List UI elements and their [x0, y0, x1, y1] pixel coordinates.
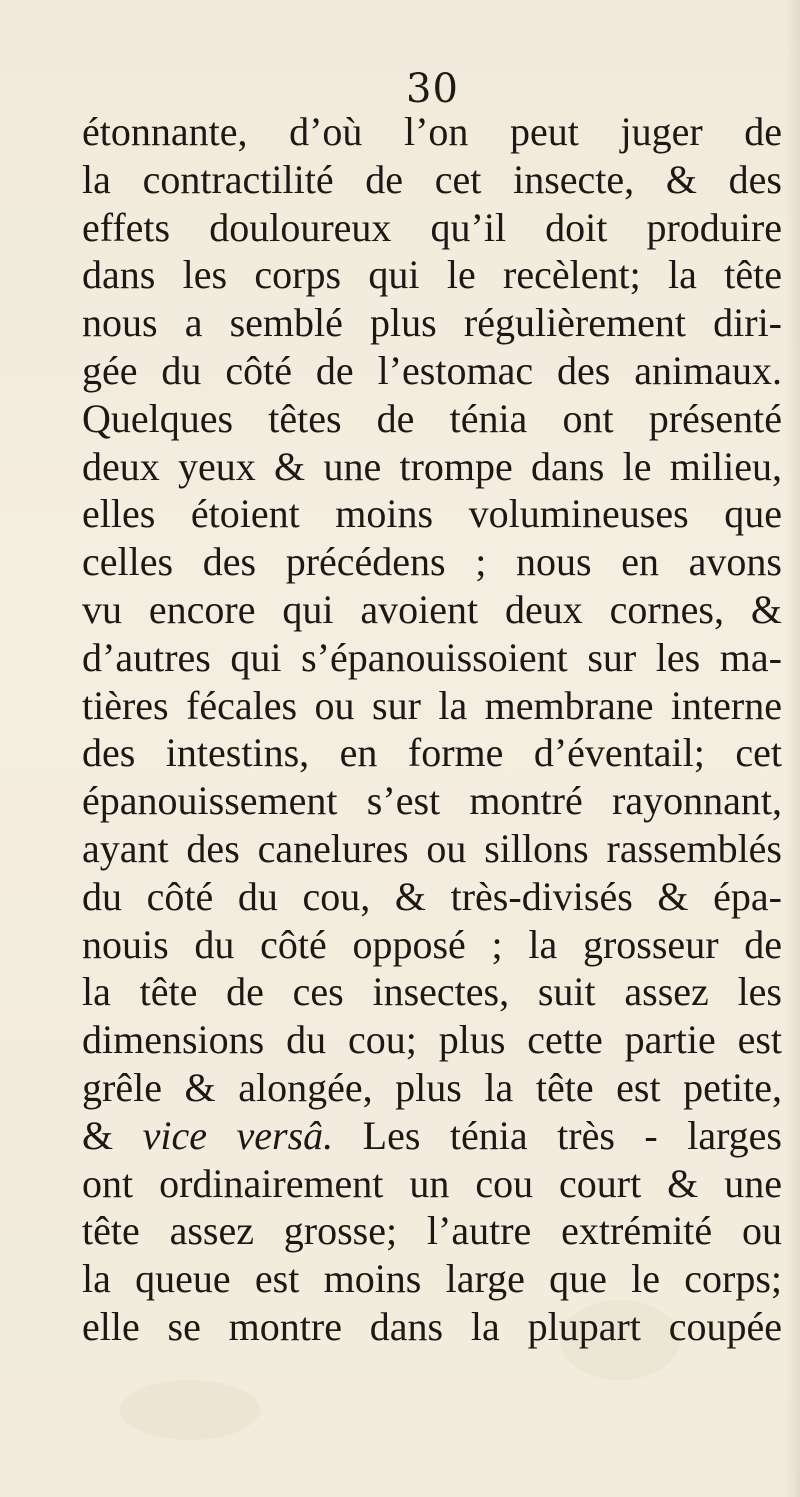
- text-line: gée du côté de l’estomac des animaux.: [82, 347, 782, 393]
- body-text: [82, 108, 782, 1351]
- text-line: & vice versâ. Les ténia très - larges: [82, 1112, 782, 1158]
- text-line: celles des précédens ; nous en avons: [82, 539, 782, 585]
- text-line: des intestins, en forme d’éventail; cet: [82, 730, 782, 776]
- text-line: nouis du côté opposé ; la grosseur de: [82, 921, 782, 967]
- text-line: ayant des canelures ou sillons rassemblés: [82, 825, 782, 871]
- text-line: Quelques têtes de ténia ont présenté: [82, 395, 782, 441]
- text-line: étonnante, d’où l’on peut juger de: [82, 109, 782, 154]
- latin-phrase: vice versâ.: [142, 1112, 334, 1158]
- text-line: la contractilité de cet insecte, & des: [82, 156, 782, 202]
- text-line: nous a semblé plus régulièrement diri-: [82, 300, 782, 346]
- text-line: la queue est moins large que le corps;: [82, 1256, 782, 1302]
- text-line: tête assez grosse; l’autre extrémité ou: [82, 1208, 782, 1254]
- text-line: tières fécales ou sur la membrane interne: [82, 682, 782, 728]
- text-line: d’autres qui s’épanouissoient sur les ma-: [82, 634, 782, 680]
- page-edge-shadow: [786, 0, 800, 1497]
- text-line: deux yeux & une trompe dans le milieu,: [82, 443, 782, 489]
- text-line: dans les corps qui le recèlent; la tête: [82, 252, 782, 298]
- text-line: ont ordinairement un cou court & une: [82, 1160, 782, 1206]
- text-line: grêle & alongée, plus la tête est petite,: [82, 1064, 782, 1110]
- page-number: 30: [406, 66, 459, 112]
- text-line: du côté du cou, & très-divisés & épa-: [82, 873, 782, 919]
- paper-stain: [120, 1380, 260, 1440]
- text-line: elle se montre dans la plupart coupée: [82, 1303, 782, 1349]
- text-line: épanouissement s’est montré rayonnant,: [82, 778, 782, 824]
- text-line: effets douloureux qu’il doit produire: [82, 204, 782, 250]
- text-line: vu encore qui avoient deux cornes, &: [82, 586, 782, 632]
- text-line: elles étoient moins volumineuses que: [82, 491, 782, 537]
- text-line: la tête de ces insectes, suit assez les: [82, 969, 782, 1015]
- text-line: dimensions du cou; plus cette partie est: [82, 1017, 782, 1063]
